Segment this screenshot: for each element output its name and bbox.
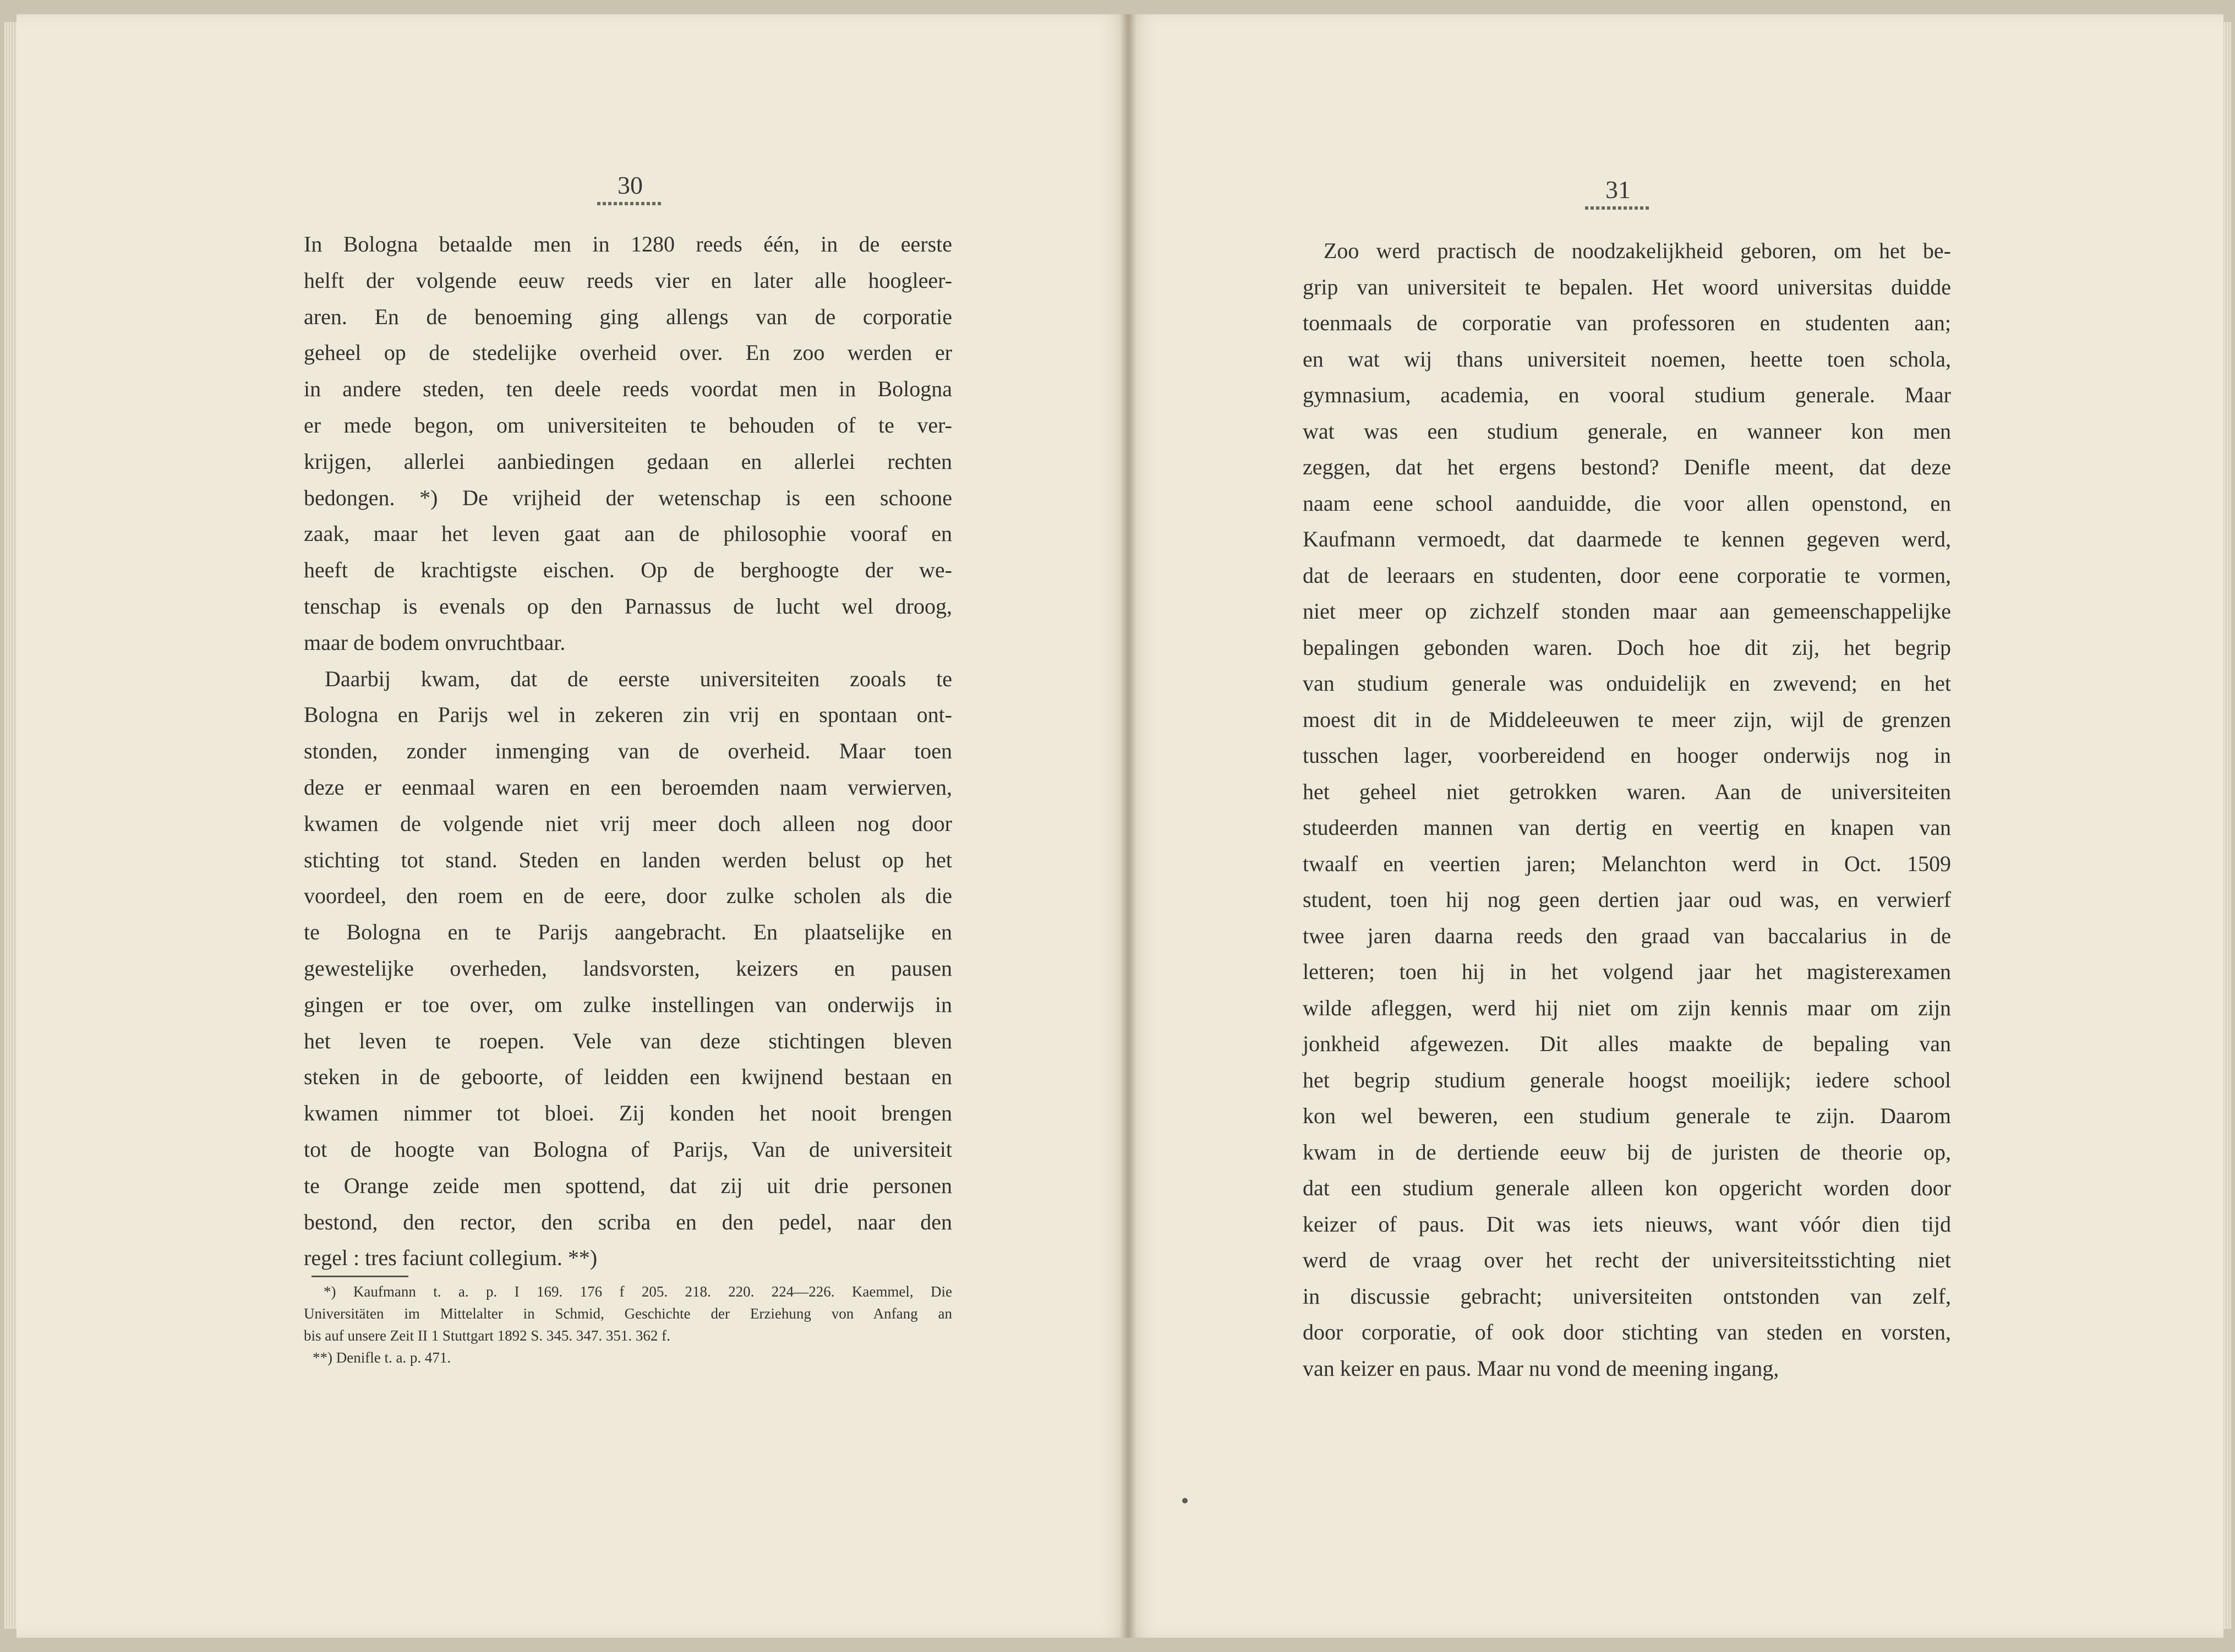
body-line: jonkheid afgewezen. Dit alles maakte de bepaling van [1303,1031,1951,1056]
body-line: geheel op de stedelijke overheid over. En zoo werden er [304,340,952,365]
body-line: naam eene school aanduidde, die voor allen openstond, en [1303,490,1951,516]
body-line: wilde afleggen, werd hij niet om zijn kennis maar om zijn [1303,995,1951,1020]
body-line: voordeel, den roem en de eere, door zulke scholen als die [304,883,952,909]
body-line: kon wel beweren, een studium generale te zijn. Daarom [1303,1103,1951,1128]
body-line: keizer of paus. Dit was iets nieuws, want vóór dien tijd [1303,1211,1951,1237]
body-line: in discussie gebracht; universiteiten ontstonden van zelf, [1303,1283,1951,1309]
body-line: Daarbij kwam, dat de eerste universiteiten zooals te [325,666,952,691]
ink-speck [1182,1498,1188,1503]
body-line: dat een studium generale alleen kon opgericht worden door [1303,1175,1951,1200]
body-line: kwamen de volgende niet vrij meer doch alleen nog door [304,811,952,836]
body-line: kwam in de dertiende eeuw bij de juristen de theorie op, [1303,1139,1951,1164]
body-line: door corporatie, of ook door stichting van steden en vorsten, [1303,1320,1951,1344]
body-line: regel : tres faciunt collegium. **) [304,1245,598,1271]
body-line: Zoo werd practisch de noodzakelijkheid geboren, om het be- [1324,238,1951,263]
body-line: Bologna en Parijs wel in zekeren zin vrij en spontaan ont- [304,702,952,727]
body-line: twee jaren daarna reeds den graad van baccalarius in de [1303,923,1951,948]
body-line: stonden, zonder inmenging van de overheid. Maar toen [304,739,952,764]
body-line: In Bologna betaalde men in 1280 reeds één, in de eerste [304,232,952,256]
body-line: te Orange zeide men spottend, dat zij uit drie personen [304,1173,952,1198]
body-line: niet meer op zichzelf stonden maar aan gemeenschappelijke [1303,599,1951,623]
page-number-left: 30 [575,171,685,205]
body-line: gymnasium, academia, en vooral studium generale. Maar [1303,382,1951,407]
body-line: kwamen nimmer tot bloei. Zij konden het nooit brengen [304,1101,952,1126]
body-line: van keizer en paus. Maar nu vond de meening ingang, [1303,1355,1779,1381]
body-line: gingen er toe over, om zulke instellingen van onderwijs in [304,992,952,1017]
footnote-line: *) Kaufmann t. a. p. I 169. 176 f 205. 218. 220. 224—226. Kaemmel, Die [324,1283,952,1300]
body-line: toenmaals de corporatie van professoren en studenten aan; [1303,310,1951,335]
body-line: bedongen. *) De vrijheid der wetenschap is een schoone [304,485,952,510]
body-line: student, toen hij nog geen dertien jaar oud was, en verwierf [1303,887,1951,912]
body-line: letteren; toen hij in het volgend jaar het magisterexamen [1303,959,1951,984]
body-line: tenschap is evenals op den Parnassus de lucht wel droog, [304,594,952,619]
body-line: studeerden mannen van dertig en veertig en knapen van [1303,815,1951,840]
body-line: Kaufmann vermoedt, dat daarmede te kennen gegeven werd, [1303,527,1951,551]
footnote-rule [312,1276,408,1277]
body-line: krijgen, allerlei aanbiedingen gedaan en allerlei rechten [304,448,952,474]
body-line: te Bologna en te Parijs aangebracht. En plaatselijke en [304,920,952,945]
body-line: het geheel niet getrokken waren. Aan de universiteiten [1303,779,1951,804]
body-line: in andere steden, ten deele reeds voordat men in Bologna [304,376,952,402]
body-line: bestond, den rector, den scriba en den pedel, naar den [304,1209,952,1234]
body-line: steken in de geboorte, of leidden een kwijnend bestaan en [304,1064,952,1090]
footnote-line: Universitäten im Mittelalter in Schmid, Geschichte der Erziehung von Anfang an [304,1305,952,1322]
body-line: aren. En de benoeming ging allengs van de corporatie [304,304,952,329]
body-line: en wat wij thans universiteit noemen, heette toen schola, [1303,346,1951,371]
body-line: dat de leeraars en studenten, door eene corporatie te vormen, [1303,562,1951,588]
body-line: moest dit in de Middeleeuwen te meer zijn, wijl de grenzen [1303,707,1951,732]
book-gutter [1120,14,1136,1638]
body-line: er mede begon, om universiteiten te behouden of te ver- [304,413,952,437]
body-line: van studium generale was onduidelijk en zwevend; en het [1303,671,1951,696]
body-line: het leven te roepen. Vele van deze stichtingen bleven [304,1028,952,1053]
body-line: grip van universiteit te bepalen. Het woord universitas duidde [1303,274,1951,299]
footnote-line: bis auf unsere Zeit II 1 Stuttgart 1892 S. 345. 347. 351. 362 f. [304,1327,670,1344]
body-line: wat was een studium generale, en wanneer kon men [1303,418,1951,444]
footnote-line: **) Denifle t. a. p. 471. [313,1349,451,1366]
body-line: deze er eenmaal waren en een beroemden naam verwierven, [304,775,952,800]
body-line: bepalingen gebonden waren. Doch hoe dit zij, het begrip [1303,634,1951,660]
body-line: gewestelijke overheden, landsvorsten, keizers en pausen [304,956,952,981]
body-line: twaalf en veertien jaren; Melanchton werd in Oct. 1509 [1303,851,1951,876]
body-line: zeggen, dat het ergens bestond? Denifle meent, dat deze [1303,455,1951,479]
body-line: zaak, maar het leven gaat aan de philosophie vooraf en [304,521,952,546]
body-line: heeft de krachtigste eischen. Op de berghoogte der we- [304,557,952,583]
page-number-right: 31 [1563,175,1673,210]
body-line: stichting tot stand. Steden en landen werden belust op het [304,847,952,872]
body-line: tusschen lager, voorbereidend en hooger onderwijs nog in [1303,743,1951,768]
body-line: maar de bodem onvruchtbaar. [304,630,566,655]
body-line: werd de vraag over het recht der universiteitsstichting niet [1303,1248,1951,1272]
body-line: het begrip studium generale hoogst moeilijk; iedere school [1303,1067,1951,1092]
body-line: helft der volgende eeuw reeds vier en later alle hoogleer- [304,267,952,293]
body-line: tot de hoogte van Bologna of Parijs, Van de universiteit [304,1137,952,1162]
